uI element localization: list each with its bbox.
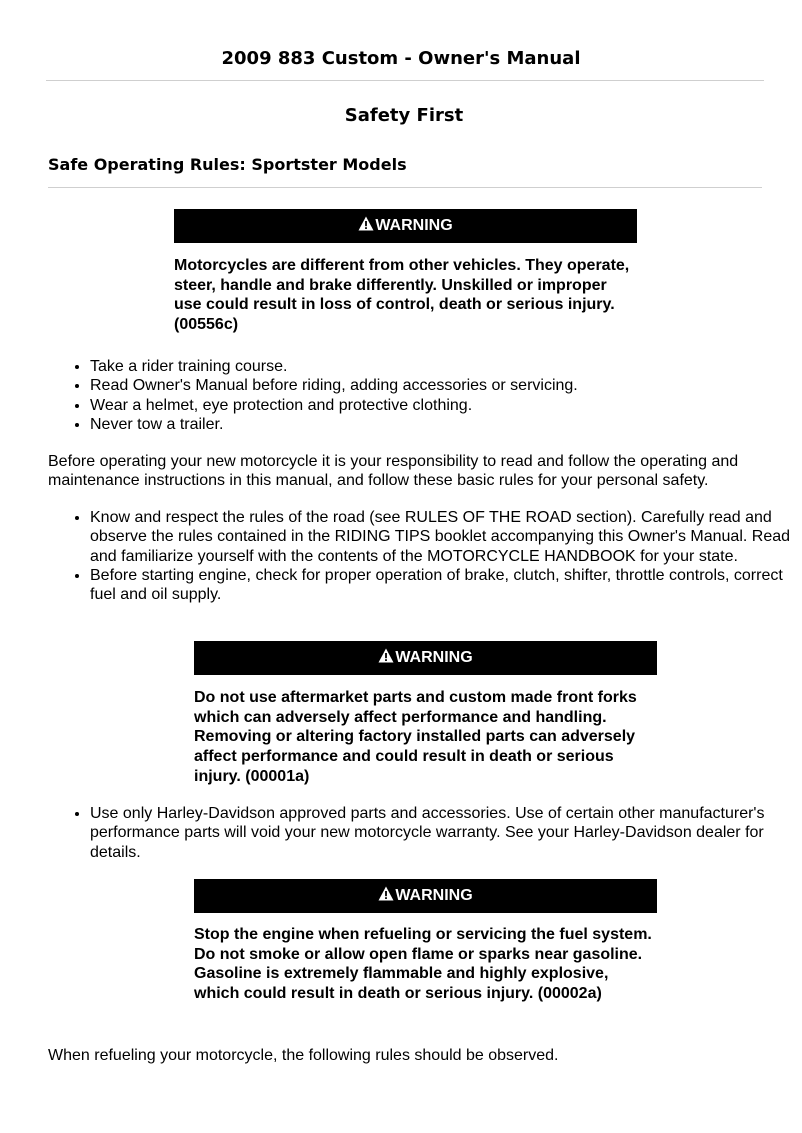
rules-list xyxy=(48,508,802,604)
warning-text: Do not use aftermarket parts and custom made front forks which can adversely affect performance and handling. Removing or altering factory installed parts can adversely affect performance and could result in death or serious injury. (00001a) xyxy=(194,689,637,785)
warning-triangle-icon xyxy=(378,886,394,906)
body-paragraph: When refueling your motorcycle, the following rules should be observed. xyxy=(48,1047,559,1064)
warning-triangle-icon xyxy=(358,216,374,236)
list-item: • Use only Harley-Davidson approved parts and accessories. Use of certain other manufacturer's performance parts will void your new motorcycle warranty. See your Harley-Davidson dealer for details. xyxy=(90,804,802,862)
body-paragraph: Before operating your new motorcycle it is your responsibility to read and follow the operating and maintenance instructions in this manual, and follow these basic rules for your personal safety. xyxy=(48,453,739,490)
list-item: • Wear a helmet, eye protection and protective clothing. xyxy=(90,396,802,415)
warning-banner xyxy=(194,641,657,675)
warning-banner xyxy=(174,209,637,243)
section-title: Safety First xyxy=(344,105,464,126)
warning-label: WARNING xyxy=(395,887,473,904)
safety-list xyxy=(48,357,802,434)
parts-list xyxy=(48,804,802,862)
warning-text: Motorcycles are different from other vehicles. They operate, steer, handle and brake differently. Unskilled or improper use could result in loss of control, death or serious injury. (00556c) xyxy=(174,257,630,334)
list-item: • Read Owner's Manual before riding, adding accessories or servicing. xyxy=(90,376,802,395)
warning-triangle-icon xyxy=(378,648,394,668)
warning-text: Stop the engine when refueling or servicing the fuel system. Do not smoke or allow open flame or sparks near gasoline. Gasoline is extremely flammable and highly explosive, which could result in death or serious injury. (00002a) xyxy=(194,926,652,1003)
document-title: 2009 883 Custom - Owner's Manual xyxy=(221,48,581,69)
list-item: • Take a rider training course. xyxy=(90,357,802,376)
divider xyxy=(48,187,762,188)
divider xyxy=(46,80,764,81)
list-item: • Before starting engine, check for proper operation of brake, clutch, shifter, throttle controls, correct fuel and oil supply. xyxy=(90,566,802,605)
list-item: • Know and respect the rules of the road (see RULES OF THE ROAD section). Carefully read and observe the rules contained in the RIDING TIPS booklet accompanying this Owner's Manual. Read and familiarize yourself with the contents of the MOTORCYCLE HANDBOOK for your state. xyxy=(90,508,802,566)
list-item: • Never tow a trailer. xyxy=(90,415,802,434)
warning-label: WARNING xyxy=(375,217,453,234)
subsection-title: Safe Operating Rules: Sportster Models xyxy=(48,155,407,174)
warning-banner xyxy=(194,879,657,913)
warning-label: WARNING xyxy=(395,649,473,666)
